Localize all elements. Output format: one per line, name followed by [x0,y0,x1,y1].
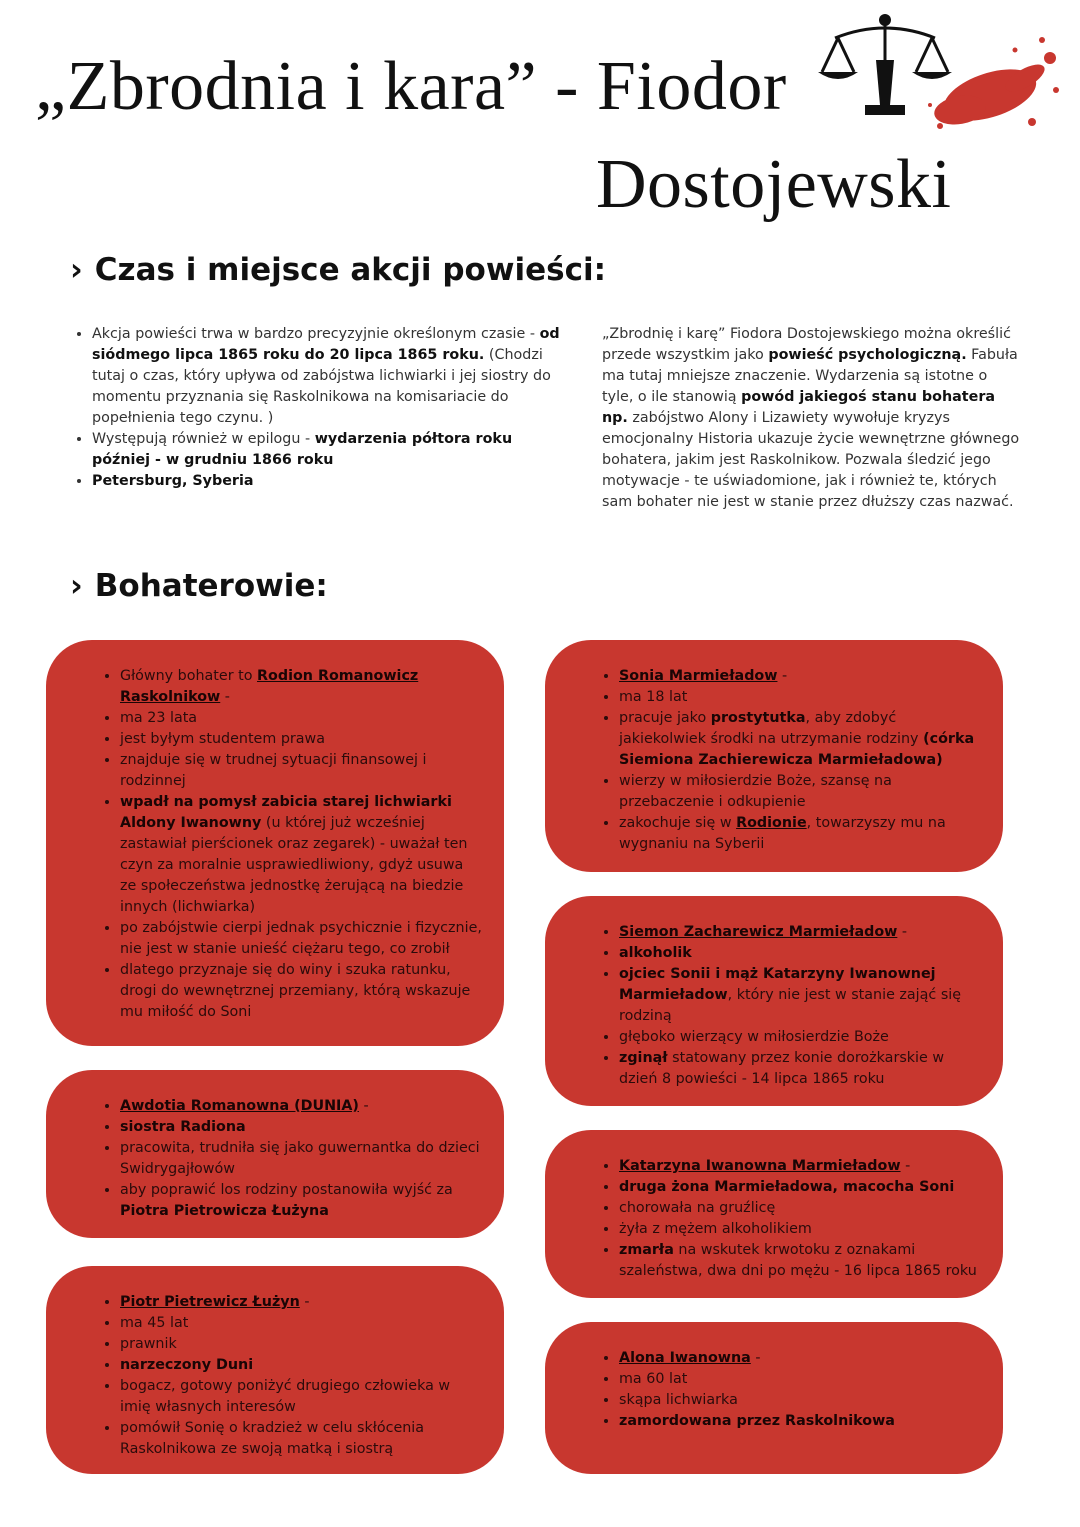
title-line-1: „Zbrodnia i kara” - Fiodor [35,48,787,125]
section-heading-heroes: › Bohaterowie: [70,568,328,604]
list-item: • Alona Iwanowna - [619,1348,983,1369]
list-item: • narzeczony Duni [120,1355,484,1376]
hero-card-alona [545,1322,1003,1474]
list-item: • po zabójstwie cierpi jednak psychicznie i fizycznie, nie jest w stanie unieść ciężaru tego, co zrobił [120,918,484,960]
list-item: • jest byłym studentem prawa [120,729,484,750]
list-item: • Petersburg, Syberia [92,471,562,492]
list-item: • Sonia Marmieładow - [619,666,983,687]
list-item: • skąpa lichwiarka [619,1390,983,1411]
list-item: • ma 23 lata [120,708,484,729]
list-item: • aby poprawić los rodziny postanowiła wyjść za Piotra Pietrowicza Łużyna [120,1180,484,1222]
time-place-list [70,324,562,492]
list-item: • pracowita, trudniła się jako guwernantka do dzieci Swidrygajłowów [120,1138,484,1180]
list-item: • dlatego przyznaje się do winy i szuka ratunku, drogi do wewnętrznej przemiany, którą wskazuje mu miłość do Soni [120,960,484,1023]
list-item: • ma 60 lat [619,1369,983,1390]
list-item: • Awdotia Romanowna (DUNIA) - [120,1096,484,1117]
scales-of-justice-icon [810,10,1060,140]
section-heading-time-place: › Czas i miejsce akcji powieści: [70,252,606,288]
list-item: • Piotr Pietrewicz Łużyn - [120,1292,484,1313]
list-item: • alkoholik [619,943,983,964]
list-item: • bogacz, gotowy poniżyć drugiego człowieka w imię własnych interesów [120,1376,484,1418]
list-item: • chorowała na gruźlicę [619,1198,983,1219]
list-item: • Siemon Zacharewicz Marmieładow - [619,922,983,943]
list-item: • Katarzyna Iwanowna Marmieładow - [619,1156,983,1177]
list-item: • ma 18 lat [619,687,983,708]
hero-card-dunia [46,1070,504,1238]
hero-card-luzyn [46,1266,504,1474]
list-item: • znajduje się w trudnej sytuacji finansowej i rodzinnej [120,750,484,792]
hero-card-sonia [545,640,1003,872]
psychological-novel-paragraph: „Zbrodnię i karę” Fiodora Dostojewskiego można określić przede wszystkim jako powieść psychologiczną. Fabuła ma tutaj mniejsze znaczenie. Wydarzenia są istotne o tyle, o ile stanowią powód jakiegoś stanu bohatera np. zabójstwo Alony i Lizawiety wywołuje kryzys emocjonalny Historia ukazuje życie wewnętrzne głównego bohatera, jakim jest Raskolnikow. Pozwala śledzić jego motywacje - te uświadomione, jak i również te, których sam bohater nie jest w stanie przez dłuższy czas nazwać. [602,326,1020,510]
list-item: • zamordowana przez Raskolnikowa [619,1411,983,1432]
title-line-2: Dostojewski [596,146,952,223]
list-item: • Akcja powieści trwa w bardzo precyzyjnie określonym czasie - od siódmego lipca 1865 roku do 20 lipca 1865 roku. (Chodzi tutaj o czas, który upływa od zabójstwa lichwiarki i jej siostry do momentu przyznania się Raskolnikowa na komisariacie do popełnienia tego czynu. ) [92,324,562,429]
list-item: • głęboko wierzący w miłosierdzie Boże [619,1027,983,1048]
hero-card-raskolnikow [46,640,504,1046]
chevron-right-icon: › [70,568,83,604]
list-item: • zginął statowany przez konie dorożkarskie w dzień 8 powieści - 14 lipca 1865 roku [619,1048,983,1090]
list-item: • prawnik [120,1334,484,1355]
list-item: • wpadł na pomysł zabicia starej lichwiarki Aldony Iwanowny (u której już wcześniej zastawiał pierścionek oraz zegarek) - uważał ten czyn za moralnie usprawiedliwiony, gdyż usuwa ze społeczeństwa jednostkę żerującą na biedzie innych (lichwiarka) [120,792,484,918]
list-item: • zakochuje się w Rodionie, towarzyszy mu na wygnaniu na Syberii [619,813,983,855]
list-item: • druga żona Marmieładowa, macocha Soni [619,1177,983,1198]
list-item: • Występują również w epilogu - wydarzenia półtora roku później - w grudniu 1866 roku [92,429,562,471]
chevron-right-icon: › [70,252,83,288]
list-item: • pracuje jako prostytutka, aby zdobyć jakiekolwiek środki na utrzymanie rodziny (córka Siemiona Zachierewicza Marmieładowa) [619,708,983,771]
list-item: • Główny bohater to Rodion Romanowicz Raskolnikow - [120,666,484,708]
list-item: • zmarła na wskutek krwotoku z oznakami szaleństwa, dwa dni po mężu - 16 lipca 1865 roku [619,1240,983,1282]
list-item: • wierzy w miłosierdzie Boże, szansę na przebaczenie i odkupienie [619,771,983,813]
list-item: • żyła z mężem alkoholikiem [619,1219,983,1240]
hero-card-katarzyna [545,1130,1003,1298]
list-item: • siostra Radiona [120,1117,484,1138]
hero-card-siemon [545,896,1003,1106]
list-item: • ma 45 lat [120,1313,484,1334]
list-item: • ojciec Sonii i mąż Katarzyny Iwanownej Marmieładow, który nie jest w stanie zająć się rodziną [619,964,983,1027]
list-item: • pomówił Sonię o kradzież w celu skłócenia Raskolnikowa ze swoją matką i siostrą [120,1418,484,1460]
